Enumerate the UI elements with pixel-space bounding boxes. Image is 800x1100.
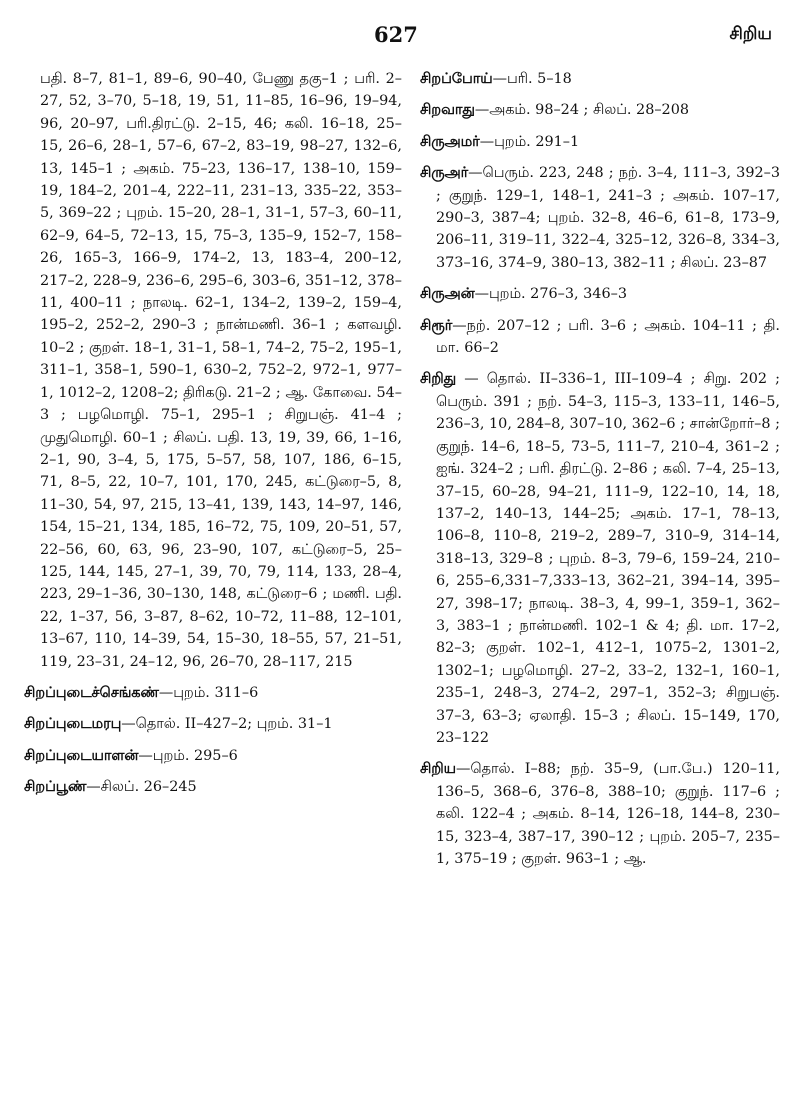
entry-references: —புறம். 311–6 xyxy=(158,684,259,701)
page-number: 627 xyxy=(374,22,418,47)
index-entry xyxy=(420,99,780,121)
index-entry xyxy=(420,758,780,870)
entry-references: —புறம். 291–1 xyxy=(479,133,580,150)
entry-references: —அகம். 98–24 ; சிலப். 28–208 xyxy=(474,102,690,119)
entry-headword: சிறப்போய் xyxy=(420,70,493,87)
entry-references: — தொல். II–336–1, III–109–4 ; சிறு. 202 ; பெரும். 391 ; நற். 54–3, 115–3, 133–11, 146–5, 236–3, 10, 284–8, 307–10, 362–6 ; சான்றோர்–8 ; குறுந். 14–6, 18–5, 73–5, 111–7, 210–4, 361–2 ; ஐங். 324–2 ; பரி. திரட்டு. 2–86 ; கலி. 7–4, 25–13, 37–15, 60–28, 94–21, 111–9, 122–10, 14, 18, 137–2, 140–13, 144–25; அகம். 17–1, 78–13, 106–8, 110–8, 219–2, 289–7, 310–9, 314–14, 318–13, 329–8 ; புறம். 8–3, 79–6, 159–24, 210–6, 255–6,331–7,333–13, 362–21, 394–14, 395–27, 398–17; நாலடி. 38–3, 4, 99–1, 359–1, 362–3, 383–1 ; நான்மணி. 102–1 & 4; தி. மா. 17–2, 82–3; குறள். 102–1, 412–1, 1075–2, 1301–2, 1302–1; பழமொழி. 27–2, 33–2, 132–1, 160–1, 235–1, 248–3, 274–2, 297–1, 352–3; சிறுபஞ். 37–3, 63–3; ஏலாதி. 15–3 ; சிலப். 15–149, 170, 23–122 xyxy=(436,371,780,746)
entry-references: —பரி. 5–18 xyxy=(492,71,572,87)
index-entry xyxy=(420,368,780,749)
entry-references: —சிலப். 26–245 xyxy=(86,779,197,796)
left-column xyxy=(24,68,402,808)
entry-headword: சிரூர் xyxy=(420,316,453,334)
entry-headword: சிறப்புடைமரபு xyxy=(24,715,122,733)
entry-references: —புறம். 276–3, 346–3 xyxy=(474,286,627,303)
entry-headword: சிறிய xyxy=(420,760,456,778)
index-entry xyxy=(24,745,402,767)
entry-headword: சிறிது xyxy=(420,370,457,388)
index-entry xyxy=(420,131,780,153)
index-entry xyxy=(420,283,780,305)
entry-references: —புறம். 295–6 xyxy=(138,747,238,764)
entry-references: —தொல். I–88; நற். 35–9, (பா.பே.) 120–11, 136–5, 368–6, 376–8, 388–10; குறுந். 117–6 ; கலி. 122–4 ; அகம். 8–14, 126–18, 144–8, 230–15, 323–4, 387–17, 390–12 ; புறம். 205–7, 235–1, 375–19 ; குறள். 963–1 ; ஆ. xyxy=(436,761,780,867)
running-head: சிறிய xyxy=(729,24,772,44)
entry-headword: சிருஅர் xyxy=(420,164,469,182)
index-entry xyxy=(24,776,402,798)
entry-headword: சிறப்பூண் xyxy=(24,778,87,796)
index-entry xyxy=(420,315,780,360)
index-entry-continued xyxy=(24,68,402,673)
entry-headword: சிருஅமர் xyxy=(420,132,480,150)
right-column xyxy=(420,68,780,879)
index-entry xyxy=(420,162,780,274)
entry-references: —பெரும். 223, 248 ; நற். 3–4, 111–3, 392–3 ; குறுந். 129–1, 148–1, 241–3 ; அகம். 107–17, 290–3, 387–4; புறம். 32–8, 46–6, 61–8, 173–9, 206–11, 319–11, 322–4, 325–12, 326–8, 334–3, 373–16, 374–9, 380–13, 382–11 ; சிலப். 23–87 xyxy=(436,165,780,271)
index-entry xyxy=(24,713,402,735)
entry-references: பதி. 8–7, 81–1, 89–6, 90–40, பேணு தகு–1 ; பரி. 2–27, 52, 3–70, 5–18, 19, 51, 11–85, 16–96, 19–94, 96, 20–97, பரி.திரட்டு. 2–15, 46; கலி. 16–18, 25–15, 26–6, 28–1, 57–6, 67–2, 83–19, 98–27, 132–6, 13, 145–1 ; அகம். 75–23, 136–17, 138–10, 159–19, 184–2, 201–4, 222–11, 231–13, 335–22, 353–5, 369–22 ; புறம். 15–20, 28–1, 31–1, 57–3, 60–11, 62–9, 64–5, 72–13, 15, 75–3, 135–9, 152–7, 158–26, 165–3, 166–9, 174–2, 13, 183–4, 200–12, 217–2, 228–9, 236–6, 295–6, 303–6, 351–12, 378–11, 400–11 ; நாலடி. 62–1, 134–2, 139–2, 159–4, 195–2, 252–2, 290–3 ; நான்மணி. 36–1 ; களவழி. 10–2 ; குறள். 18–1, 31–1, 58–1, 74–2, 75–2, 195–1, 311–1, 358–1, 590–1, 630–2, 752–2, 972–1, 977–1, 1012–2, 1208–2; திரிகடு. 21–2 ; ஆ. கோவை. 54–3 ; பழமொழி. 75–1, 295–1 ; சிறுபஞ். 41–4 ; முதுமொழி. 60–1 ; சிலப். பதி. 13, 19, 39, 66, 1–16, 2–1, 90, 3–4, 5, 175, 5–57, 58, 107, 186, 6–15, 71, 8–5, 22, 10–7, 101, 170, 245, கட்டுரை–5, 8, 11–30, 54, 97, 215, 13–41, 139, 143, 14–97, 146, 154, 15–21, 134, 185, 16–72, 75, 109, 20–51, 57, 22–56, 60, 63, 96, 23–90, 107, கட்டுரை–5, 25–125, 144, 145, 27–1, 39, 70, 79, 114, 133, 28–4, 223, 29–1–36, 30–130, 148, கட்டுரை–6 ; மணி. பதி. 22, 1–37, 56, 3–87, 8–62, 10–72, 11–88, 12–101, 13–67, 110, 14–39, 54, 15–30, 18–55, 57, 21–51, 119, 23–31, 24–12, 96, 26–70, 28–117, 215 xyxy=(40,71,402,670)
entry-references: —தொல். II–427–2; புறம். 31–1 xyxy=(121,716,333,733)
entry-headword: சிறப்புடையாளன் xyxy=(24,746,139,764)
index-entry xyxy=(24,682,402,704)
entry-headword: சிறவாது xyxy=(420,101,475,119)
entry-headword: சிருஅன் xyxy=(420,285,475,303)
index-entry xyxy=(420,68,780,90)
page-header xyxy=(0,14,800,54)
entry-headword: சிறப்புடைச்செங்கண் xyxy=(24,683,159,701)
entry-references: —நற். 207–12 ; பரி. 3–6 ; அகம். 104–11 ; தி. மா. 66–2 xyxy=(436,317,780,357)
